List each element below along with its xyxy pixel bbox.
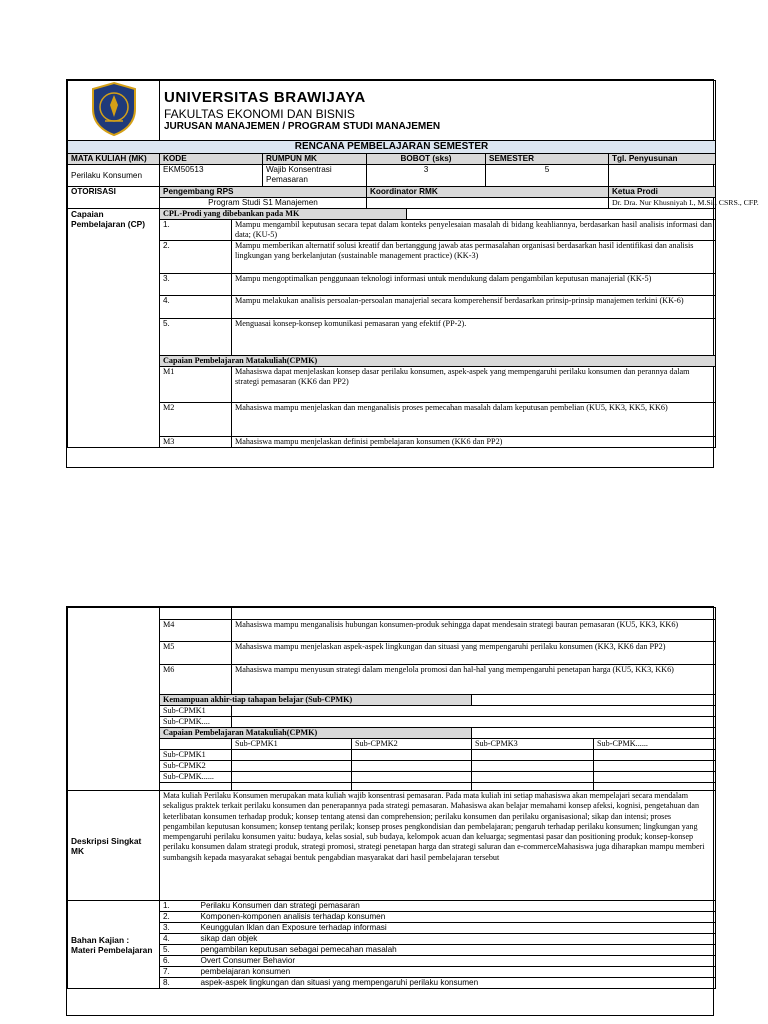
bahan-text: Overt Consumer Behavior <box>198 956 716 967</box>
matrix-col-header: Sub-CPMK1 <box>232 739 352 750</box>
bahan-no: 2. <box>160 912 198 923</box>
header-rumpun: RUMPUN MK <box>263 154 367 165</box>
cpl-text: Mampu mengambil keputusan secara tepat dalam konteks penyelesaian masalah di bidang keahliannya, berdasarkan hasil analisis informasi dan data; (KU-5) <box>232 220 716 241</box>
matrix-title-row <box>68 728 716 739</box>
bahan-no: 7. <box>160 967 198 978</box>
header-semester: SEMESTER <box>486 154 609 165</box>
pengembang-label: Pengembang RPS <box>160 187 367 198</box>
bahan-text: sikap dan objek <box>198 934 716 945</box>
cpl-no: 1. <box>160 220 232 241</box>
ketua-label: Ketua Prodi <box>609 187 716 198</box>
capaian-label-continued <box>68 608 160 791</box>
header-kode: KODE <box>160 154 263 165</box>
matrix-cell <box>472 772 594 783</box>
course-value-row <box>68 165 716 187</box>
header-bobot: BOBOT (sks) <box>367 154 486 165</box>
matrix-row-header: Sub-CPMK1 <box>160 750 232 761</box>
bahan-text: pengambilan keputusan sebagai pemecahan masalah <box>198 945 716 956</box>
cpmk-no: M5 <box>160 642 232 665</box>
cpmk-text: Mahasiswa mampu menjelaskan dan menganalisis proses pemecahan masalah dalam keputusan pembelian (KU5, KK3, KK5, KK6) <box>232 403 716 437</box>
matrix-cell <box>594 761 716 772</box>
cpmk-title-row <box>68 356 716 367</box>
header-titles <box>160 81 716 141</box>
cpmk-row-m4 <box>68 620 716 642</box>
matrix-header-row <box>68 739 716 750</box>
matrix-cell <box>472 761 594 772</box>
cpmk-no: M6 <box>160 665 232 695</box>
value-rumpun: Wajib Konsentrasi Pemasaran <box>263 165 367 187</box>
rps-page-1 <box>66 79 759 468</box>
matrix-cell <box>594 772 716 783</box>
empty-cell <box>472 728 716 739</box>
subcpmk-row <box>68 706 716 717</box>
bahan-no: 5. <box>160 945 198 956</box>
matrix-row <box>68 750 716 761</box>
value-mata-kuliah: Perilaku Konsumen <box>68 165 160 187</box>
subcpmk-item: Sub-CPMK.... <box>160 717 232 728</box>
otorisasi-row <box>68 187 716 198</box>
bahan-no: 8. <box>160 978 198 989</box>
koordinator-value <box>367 198 609 209</box>
cpl-row-2 <box>68 241 716 274</box>
subcpmk-row <box>68 717 716 728</box>
bahan-text: pembelajaran konsumen <box>198 967 716 978</box>
value-semester: 5 <box>486 165 609 187</box>
subcpmk-title-row <box>68 695 716 706</box>
matrix-cell <box>232 750 352 761</box>
empty-cell <box>232 717 716 728</box>
empty-cell <box>232 706 716 717</box>
cpl-text: Mampu mengoptimalkan penggunaan teknologi informasi untuk mendukung dalam pengambilan keputusan manajerial (KK-5) <box>232 274 716 296</box>
otorisasi-label: OTORISASI <box>68 187 160 209</box>
cpl-text: Menguasai konsep-konsep komunikasi pemasaran yang efektif (PP-2). <box>232 319 716 356</box>
cpmk-title: Capaian Pembelajaran Matakuliah(CPMK) <box>160 356 716 367</box>
bahan-no: 6. <box>160 956 198 967</box>
capaian-table-p2 <box>67 607 716 791</box>
matrix-cell <box>352 772 472 783</box>
cpmk-row-m1 <box>68 367 716 403</box>
deskripsi-table <box>67 790 716 901</box>
deskripsi-label: Deskripsi Singkat MK <box>68 791 160 901</box>
value-kode: EKM50513 <box>160 165 263 187</box>
pengembang-value: Program Studi S1 Manajemen <box>160 198 367 209</box>
cpmk-row-m2 <box>68 403 716 437</box>
cpl-row-4 <box>68 296 716 319</box>
empty-cell <box>160 739 232 750</box>
department-name: JURUSAN MANAJEMEN / PROGRAM STUDI MANAJEMEN <box>164 120 441 132</box>
cpmk-text: Mahasiswa mampu menjelaskan definisi pembelajaran konsumen (KK6 dan PP2) <box>232 437 716 448</box>
matrix-row-header: Sub-CPMK...... <box>160 772 232 783</box>
matrix-row <box>68 772 716 783</box>
logo-cell <box>68 81 160 141</box>
bahan-kajian-table <box>67 900 716 989</box>
cpl-no: 3. <box>160 274 232 296</box>
cpmk-row-m3 <box>68 437 716 448</box>
cpl-row-5 <box>68 319 716 356</box>
matrix-col-header: Sub-CPMK...... <box>594 739 716 750</box>
cpl-title-row <box>160 209 716 220</box>
university-logo-icon <box>83 81 145 137</box>
university-name: UNIVERSITAS BRAWIJAYA <box>164 88 366 106</box>
subcpmk-title: Kemampuan akhir-tiap tahapan belajar (Sub-CPMK) <box>160 695 472 706</box>
rps-page-2 <box>66 606 714 1016</box>
cpmk-text: Mahasiswa mampu menjelaskan aspek-aspek lingkungan dan situasi yang mempengaruhi perilaku konsumen (KK3, KK6 dan PP2) <box>232 642 716 665</box>
cpmk-no: M3 <box>160 437 232 448</box>
empty-cell <box>472 695 716 706</box>
matrix-row <box>68 761 716 772</box>
cpmk-no: M1 <box>160 367 232 403</box>
subcpmk-item: Sub-CPMK1 <box>160 706 232 717</box>
bahan-no: 1. <box>160 901 198 912</box>
matrix-cell <box>594 750 716 761</box>
header-mata-kuliah: MATA KULIAH (MK) <box>68 154 160 165</box>
cpmk-row-m6 <box>68 665 716 695</box>
bahan-text: aspek-aspek lingkungan dan situasi yang mempengaruhi perilaku konsumen <box>198 978 716 989</box>
cpmk-no: M2 <box>160 403 232 437</box>
matrix-col-header: Sub-CPMK3 <box>472 739 594 750</box>
cpmk-row-m5 <box>68 642 716 665</box>
matrix-title: Capaian Pembelajaran Matakuliah(CPMK) <box>160 728 472 739</box>
cpmk-text: Mahasiswa mampu menganalisis hubungan konsumen-produk sehingga dapat mendesain strategi bauran pemasaran (KU5, KK3, KK6) <box>232 620 716 642</box>
bahan-text: Komponen-komponen analisis terhadap konsumen <box>198 912 716 923</box>
cpl-text: Mampu memberikan alternatif solusi kreatif dan bertanggung jawab atas permasalahan organisasi berdasarkan hasil identifikasi dan analisis lingkungan yang berkelanjutan (sustainable management practice) (KK-3) <box>232 241 716 274</box>
value-tgl <box>609 165 716 187</box>
bahan-text: Keunggulan Iklan dan Exposure terhadap informasi <box>198 923 716 934</box>
matrix-col-header: Sub-CPMK2 <box>352 739 472 750</box>
matrix-cell <box>472 750 594 761</box>
cpl-no: 4. <box>160 296 232 319</box>
matrix-row-header: Sub-CPMK2 <box>160 761 232 772</box>
cpl-no: 2. <box>160 241 232 274</box>
value-bobot: 3 <box>367 165 486 187</box>
empty-cell <box>160 608 232 620</box>
matrix-cell <box>232 772 352 783</box>
otorisasi-value-row <box>68 198 716 209</box>
koordinator-label: Koordinator RMK <box>367 187 609 198</box>
bahan-no: 3. <box>160 923 198 934</box>
rps-header-table <box>67 80 759 209</box>
empty-cell <box>232 608 716 620</box>
bahan-no: 4. <box>160 934 198 945</box>
deskripsi-text: Mata kuliah Perilaku Konsumen merupakan mata kuliah wajib konsentrasi pemasaran. Pada mata kuliah ini setiap mahasiswa akan mempelajari secara mendalam sekaligus praktek terkait perilaku konsumen dan penerapannya pada strategi pemasaran. Mahasiswa akan belajar memahami konsep afeksi, kognisi, pengetahuan dan keterlibatan konsumen terhadap produk; konsep tentang atensi dan comprehension; perilaku konsumen dan perilaku organisasional; sikap dan intensi; proses pengambilan keputusan konsumen; konsep tentang perilak; konsep proses pengkondisian dan pembelajaran; pengaruh terhadap perilaku konsumen; lingkungan yang mempengaruhi perilaku konsumen yaitu: budaya, kelas sosial, sub budaya, kelompok acuan dan keluarga; segmentasi pasar dan positioning produk; konsep-konsep perilaku konsumen dalam strategi produk, strategi promosi, strategi penetapan harga dan strategi saluran dan e-commerceMahasiswa juga diharapkan mampu memberi sumbangsih kepada masyarakat sebagai bentuk pengabdian masyarakat dari hasil pembelajaran tersebut <box>160 791 716 901</box>
doc-title: RENCANA PEMBELAJARAN SEMESTER <box>68 141 716 154</box>
cpl-row-1 <box>68 220 716 241</box>
cpmk-text: Mahasiswa dapat menjelaskan konsep dasar perilaku konsumen, aspek-aspek yang mempengaruhi perilaku konsumen dan perannya dalam strategi pemasaran (KK6 dan PP2) <box>232 367 716 403</box>
course-header-row <box>68 154 716 165</box>
capaian-table-p1 <box>67 208 716 448</box>
ketua-value: Dr. Dra. Nur Khusniyah I., M.Si., CSRS., CFP. <box>609 198 716 209</box>
matrix-cell <box>352 750 472 761</box>
deskripsi-row <box>68 791 716 901</box>
cpl-text: Mampu melakukan analisis persoalan-persoalan manajerial secara komperehensif berdasarkan prinsip-prinsip manajemen terkini (KK-6) <box>232 296 716 319</box>
cpmk-text: Mahasiswa mampu menyusun strategi dalam mengelola promosi dan hal-hal yang mempengaruhi penetapan harga (KU5, KK3, KK6) <box>232 665 716 695</box>
bahan-text: Perilaku Konsumen dan strategi pemasaran <box>198 901 716 912</box>
header-tgl: Tgl. Penyusunan <box>609 154 716 165</box>
matrix-cell <box>232 761 352 772</box>
faculty-name: FAKULTAS EKONOMI DAN BISNIS <box>164 106 355 121</box>
cpl-row-3 <box>68 274 716 296</box>
capaian-label: Capaian Pembelajaran (CP) <box>68 209 160 448</box>
cpl-title: CPL-Prodi yang dibebankan pada MK <box>160 209 407 219</box>
matrix-cell <box>352 761 472 772</box>
cpl-no: 5. <box>160 319 232 356</box>
bahan-kajian-label: Bahan Kajian : Materi Pembelajaran <box>68 901 160 989</box>
cpmk-no: M4 <box>160 620 232 642</box>
